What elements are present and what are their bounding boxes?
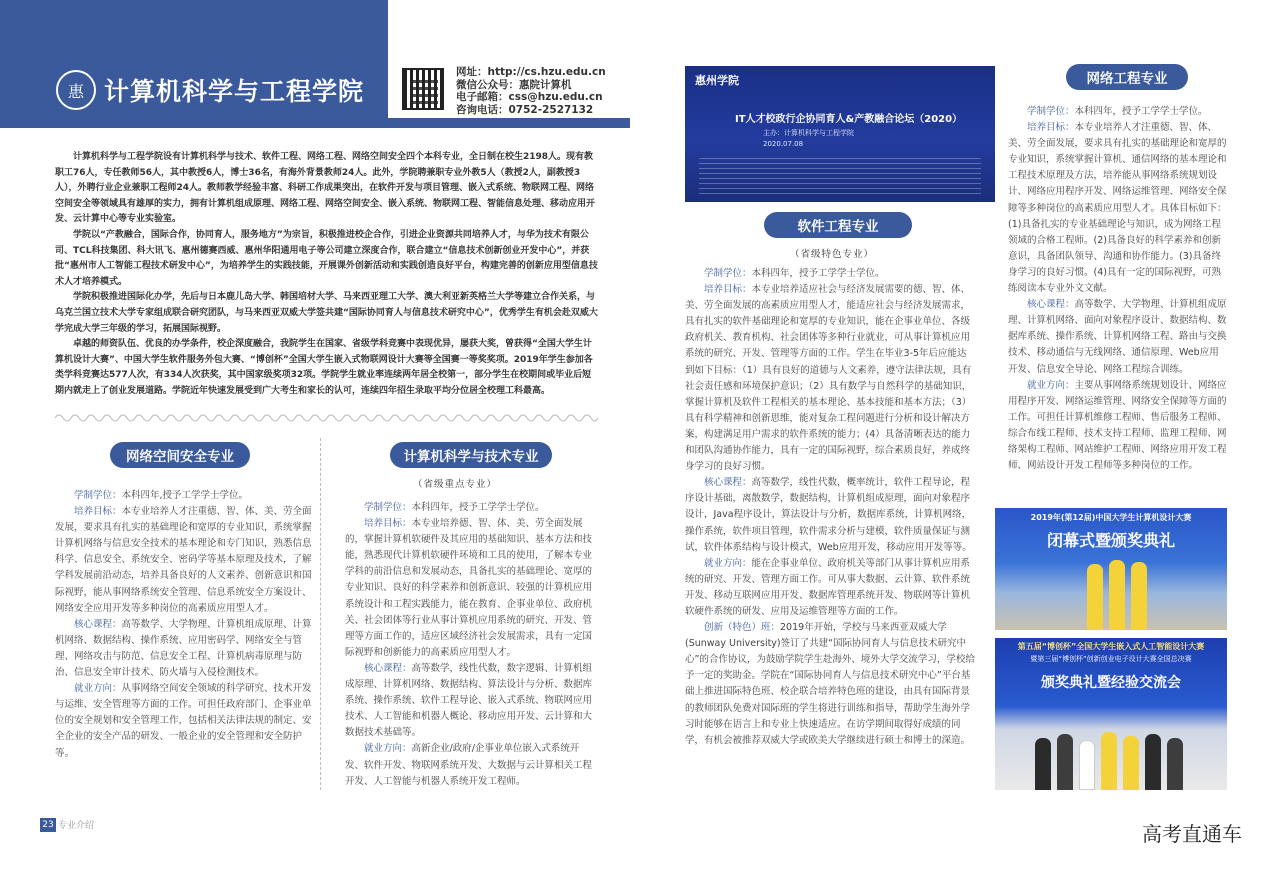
award1-title: 闭幕式暨颁奖典礼 [1046, 531, 1175, 550]
intro-paragraph: 学院积极推进国际化办学，先后与日本鹿儿岛大学、韩国培材大学、马来西亚理工大学、澳大利亚新英格兰大学等建立合作关系，与乌克兰国立技术大学专家组成联合研究团队，与马来西亚双威大学签共建“国际协同育人与信息技术研究中心”，优秀学生有机会赴双威大学完成大学三年级的学习，拓展国际视野。 [55, 292, 598, 334]
forum-agenda-lines [699, 154, 981, 194]
cs-goal: 培养目标：本专业培养德、智、体、美、劳全面发展的，掌握计算机软硬件及其应用的基础知识、基本方法和技能，熟悉现代计算机软硬件环境和工具的使用，了解本专业学科的前沿信息和发展动态，具备扎实的基础理论、宽厚的专业知识、良好的科学素养和创新意识、较强的计算机应用系统设计和工程实践能力，能在教育、企事业单位、政府机关、社会团体等行业从事计算机应用系统的研究、开发、管理等方面工作的，适应区域经济社会发展需求，具有一定国际视野和创新能力的高素质应用型人才。 [345, 518, 593, 658]
cs-body [345, 500, 598, 790]
college-intro [55, 150, 598, 400]
security-goal: 培养目标：本专业培养人才注重德、智、体、美、劳全面发展，要求具有扎实的基础理论和宽厚的专业知识，系统掌握计算机网络与信息安全技术的基本理论和专门知识，熟悉信息科学、信息安全、系统安全、密码学等基本原理及技术，了解学科发展前沿动态，培养具备良好的人文素养、创新意识和国际视野，能从事网络系统安全管理、信息系统安全方案设计、网络安全应用开发等多种岗位的高素质应用型人才。 [55, 506, 312, 614]
student-figure [1131, 562, 1147, 630]
section-heading-se: 软件工程专业 [764, 212, 912, 238]
se-tag: （省级特色专业） [790, 249, 875, 260]
intro-paragraph: 计算机科学与工程学院设有计算机科学与技术、软件工程、网络工程、网络空间安全四个本科专业，全日制在校生2198人。现有教职工76人，专任教师56人，其中教授6人，博士36名，有海外背景教师24人。此外，学院聘兼职专业外教5人（教授2人，副教授3人），外聘行业企业兼职工程师24人。教师教学经验丰富、科研工作成果突出，在软件开发与项目管理、嵌入式系统、物联网工程、网络空间安全等领域具有雄厚的实力，拥有计算机组成原理、网络工程、网络空间安全、嵌入系统、物联网工程、智能信息处理、移动应用开发、云计算中心等专业实验室。 [55, 152, 596, 225]
intro-paragraph: 学院以“产教融合，国际合作，协同育人，服务地方”为宗旨，积极推进校企合作，引进企业资源共同培养人才，与华为技术有限公司、TCL科技集团、科大讯飞、惠州德赛西威、惠州华阳通用电子等公司建立深度合作，联合建立“信息技术创新创业开发中心”，并获批“惠州市人工智能工程技术研发中心”，为培养学生的实践技能，开展课外创新活动和实践创造良好平台，构建完善的创新应用型信息技术人才培养模式。 [55, 229, 598, 287]
watermark: 高考直通车 [1142, 822, 1242, 846]
net-goal: 培养目标：本专业培养人才注重德、智、体、美、劳全面发展，要求具有扎实的基础理论和宽厚的专业知识，系统掌握计算机、通信网络的基本理论和工程技术原理及方法，培养能从事网络系统规划设计、网络应用程序开发、网络运维管理、网络安全保障等多种岗位的高素质应用型人才。具体目标如下：(1)具备扎实的专业基础理论与知识，成为网络工程领域的合格工程师。(2)具备良好的科学素养和创新意识，具备团队领导、沟通和协作能力。(3)具备终身学习的良好习惯。(4)具有一定的国际视野，可熟练阅读本专业外文文献。 [1008, 122, 1227, 295]
cs-career: 就业方向：高新企业/政府/企事业单位嵌入式系统开发、软件开发、物联网系统开发、大数据与云计算相关工程开发、人工智能与机器人系统开发工程师。 [345, 743, 593, 787]
net-degree: 学制学位：本科四年，授予工学学士学位。 [1027, 106, 1208, 117]
cs-courses: 核心课程：高等数学，线性代数，数字逻辑、计算机组成原理、计算机网络、数据结构、算法设计与分析、数据库系统、操作系统、软件工程导论、嵌入式系统、物联网应用技术、人工智能和机器人概论、移动应用开发、云计算和大数据技术基础等。 [345, 662, 593, 739]
cs-degree: 学制学位：本科四年，授予工学学士学位。 [364, 502, 545, 513]
qr-code-icon [402, 68, 444, 110]
section-heading-net: 网络工程专业 [1066, 64, 1188, 90]
column-divider [320, 438, 321, 790]
student-figure [1167, 738, 1183, 790]
student-figure [1123, 736, 1139, 790]
forum-host: 主办：计算机科学与工程学院 [763, 129, 854, 137]
se-courses: 核心课程：高等数学，线性代数，概率统计，软件工程导论，程序设计基础，离散数学，数据结构，计算机组成原理，面向对象程序设计，Java程序设计，算法设计与分析，数据库系统，计算机网络，操作系统，软件项目管理，软件需求分析与建模，软件质量保证与测试，软件体系结构与设计模式，Web应用开发，移动应用开发等等。 [685, 477, 972, 553]
se-career: 就业方向：能在企事业单位、政府机关等部门从事计算机应用系统的研究、开发、管理方面工作。可从事大数据、云计算、软件系统开发、移动互联网应用开发、数据库管理系统开发、物联网等计算机软硬件系统的研发、应用及运维管理等方面的工作。 [685, 557, 971, 617]
forum-title: IT人才校政行企协同育人&产教融合论坛（2020） [735, 114, 963, 125]
section-heading-cs: 计算机科学与技术专业 [390, 442, 552, 468]
security-career: 就业方向：从事网络空间安全领域的科学研究、技术开发与运维、安全管理等方面的工作。可担任政府部门、企事业单位的安全规划和安全管理工作，包括相关法律法规的制定、安全企业的安全产品的研发、一般企业的安全管理和安全防护等。 [55, 683, 312, 759]
se-body [685, 266, 975, 749]
intro-paragraph: 卓越的师资队伍、优良的办学条件，校企深度融合，我院学生在国家、省级学科竞赛中表现优异，屡获大奖，曾获得“全国大学生计算机设计大赛”、中国大学生软件服务外包大赛、“博创杯”全国大学生嵌入式物联网设计大赛等全国赛一等奖奖项。2019年学生参加各类学科竞赛达577人次，有334人次获奖，其中国家级奖项32项。学院学生就业率连续两年居全校第一，部分学生在校期间或毕业后短期内就走上了创业发展道路。学院近年快速发展受到广大考生和家长的认可，连续四年招生录取平均分位居全校理工科最高。 [55, 339, 593, 396]
website-url[interactable]: 网址：http://cs.hzu.edu.cn [456, 66, 606, 78]
student-figure [1087, 564, 1103, 630]
page-number: 23 [40, 818, 56, 832]
student-figure [1145, 734, 1161, 790]
forum-logo: 惠州学院 [695, 74, 739, 87]
header-band [0, 0, 388, 128]
net-courses: 核心课程：高等数学、大学物理、计算机组成原理、计算机网络、面向对象程序设计、数据结构、数据库系统、操作系统、计算机网络工程、路由与交换技术、移动通信与无线网络、通信原理、Web应用开发、信息安全导论、网络工程综合训练。 [1008, 299, 1227, 375]
net-body [1008, 104, 1228, 474]
student-figure [1079, 740, 1095, 790]
se-special-class: 创新（特色）班：2019年开始，学校与马来西亚双威大学(Sunway University)签订了共建“国际协同育人与信息技术研究中心”的合作协议，为鼓励学院学生赴海外、境外大学交流学习，学校给予一定的奖助金。学院在“国际协同育人与信息技术研究中心”平台基础上推进国际特色班、校企联合培养特色班的建设，由具有国际背景的教师团队免费对国际班的学生将进行训练和指导，帮助学生海外学习时能够在语言上和专业上快速适应。在访学期间取得好成绩的同学，有机会被推荐双威大学或欧美大学继续进行硕士和博士的深造。 [685, 622, 975, 746]
security-courses: 核心课程：高等数学、大学物理、计算机组成原理、计算机网络、数据结构、操作系统、应用密码学、网络安全与管理、网络攻击与防范、信息安全工程、计算机病毒原理与防治、信息安全审计技术、防火墙与入侵检测技术。 [55, 618, 312, 679]
page-title: 计算机科学与工程学院 [104, 77, 365, 106]
student-figure [1101, 732, 1117, 790]
net-career: 就业方向：主要从事网络系统规划设计、网络应用程序开发、网络运维管理、网络安全保障等方面的工作。可担任计算机维修工程师、售后服务工程师、综合布线工程师、技术支持工程师、监理工程师、网络架构工程师、网站维护工程师、网络应用开发工程师、网站设计开发工程师等多种岗位的工作。 [1008, 379, 1227, 472]
award2-caption-1: 第五届“博创杯”全国大学生嵌入式人工智能设计大赛 [1017, 642, 1205, 651]
forum-photo [685, 66, 995, 202]
award2-caption-2: 暨第三届“博创杯”创新创业电子设计大赛全国总决赛 [1030, 655, 1192, 663]
section-heading-security: 网络空间安全专业 [110, 442, 250, 468]
award2-title: 颁奖典礼暨经验交流会 [1041, 675, 1181, 691]
contact-info [456, 66, 606, 116]
university-logo-icon: 惠 [56, 70, 96, 110]
award-photo-design-contest [995, 508, 1227, 630]
wave-divider [55, 412, 598, 424]
phone-number: 咨询电话：0752-2527132 [456, 103, 594, 116]
award-photo-bochuang [995, 638, 1227, 790]
email-address[interactable]: 电子邮箱：css@hzu.edu.cn [456, 91, 603, 103]
student-figure [1057, 734, 1073, 790]
se-degree: 学制学位：本科四年，授予工学学士学位。 [704, 268, 885, 279]
award1-caption: 2019年(第12届)中国大学生计算机设计大赛 [1030, 513, 1192, 522]
header-strip [388, 118, 630, 128]
footer-label: 专业介绍 [58, 821, 95, 831]
student-figure [1109, 560, 1125, 630]
cs-tag: （省级重点专业） [413, 479, 498, 490]
security-body [55, 488, 315, 762]
student-figure [1035, 738, 1051, 790]
wechat-account: 微信公众号：惠院计算机 [456, 78, 572, 91]
se-goal: 培养目标：本专业培养适应社会与经济发展需要的德、智、体、美、劳全面发展的高素质应用型人才，能适应社会与经济发展需求，具有扎实的软件基础理论和宽厚的专业知识，能在企事业单位、各级政府机关、教育机构、社会团体等多种行业就业，可从事计算机应用系统的研究、开发、管理等方面的工作。学生在毕业3-5年后应能达到如下目标：（1）具有良好的道德与人文素养，遵守法律法规，具有社会责任感和环境保护意识；（2）具有数学与自然科学的基础知识，掌握计算机及软件工程相关的基本理论、基本技能和基本方法；（3）具有科学精神和创新思维，能对复杂工程问题进行分析和设计解决方案，构建满足用户需求的软件系统的能力；(4）具备清晰表达的能力和团队沟通协作能力，具有一定的国际视野，综合素质良好，养成终身学习的良好习惯。 [685, 284, 972, 473]
security-degree: 学制学位：本科四年,授予工学学士学位。 [74, 490, 249, 501]
forum-date: 2020.07.08 [763, 140, 804, 148]
